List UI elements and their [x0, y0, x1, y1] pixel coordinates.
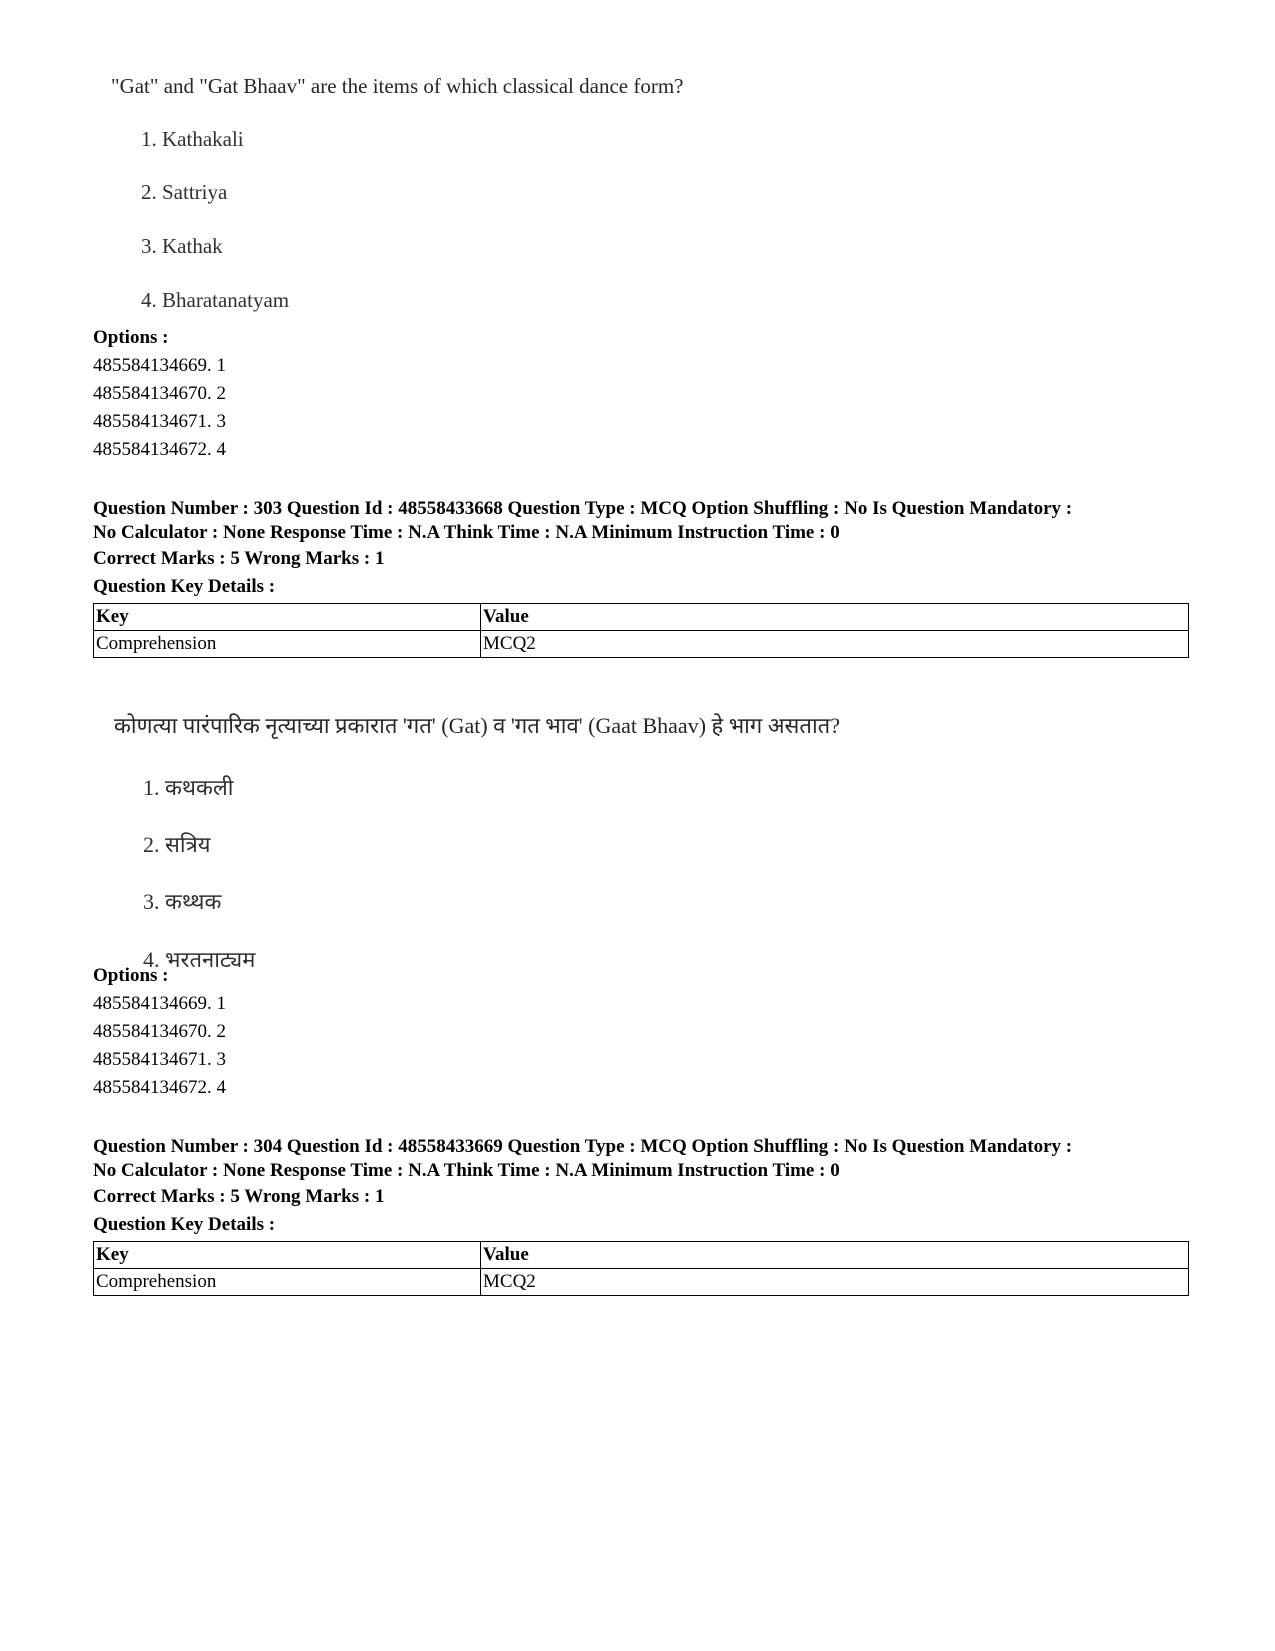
table-header-key: Key	[94, 1242, 481, 1269]
table-header-row	[94, 1242, 1189, 1269]
table-cell-key: Comprehension	[94, 1269, 481, 1296]
option-item: 485584134670. 2	[93, 383, 226, 404]
key-details-label: Question Key Details :	[93, 1214, 276, 1235]
choice-item: 2. Sattriya	[141, 180, 228, 204]
choice-item: 4. भरतनाट्यम	[143, 947, 256, 972]
option-item: 485584134670. 2	[93, 1021, 226, 1042]
option-item: 485584134669. 1	[93, 355, 226, 376]
marks-text: Correct Marks : 5 Wrong Marks : 1	[93, 548, 385, 569]
question-stem-english: "Gat" and "Gat Bhaav" are the items of which classical dance form?	[111, 74, 684, 98]
choice-item: 3. Kathak	[141, 234, 223, 258]
choice-item: 2. सत्रिय	[143, 832, 211, 857]
table-row	[94, 631, 1189, 658]
question-image-english	[0, 0, 1275, 330]
question-stem-marathi: कोणत्या पारंपारिक नृत्याच्या प्रकारात 'गत' (Gat) व 'गत भाव' (Gaat Bhaav) हे भाग असतात?	[114, 713, 840, 738]
table-cell-value: MCQ2	[481, 631, 1189, 658]
options-label: Options :	[93, 965, 169, 986]
table-cell-key: Comprehension	[94, 631, 481, 658]
options-label: Options :	[93, 327, 169, 348]
question-meta-line: Question Number : 303 Question Id : 48558433668 Question Type : MCQ Option Shuffling : No Is Question Mandatory :	[93, 498, 1073, 519]
option-item: 485584134672. 4	[93, 1077, 226, 1098]
options-list	[93, 324, 1193, 464]
table-row	[94, 1269, 1189, 1296]
table-header-row	[94, 604, 1189, 631]
question-meta-line: Question Number : 304 Question Id : 48558433669 Question Type : MCQ Option Shuffling : No Is Question Mandatory :	[93, 1136, 1073, 1157]
table-header-key: Key	[94, 604, 481, 631]
question-meta	[93, 1135, 1203, 1183]
option-item: 485584134671. 3	[93, 411, 226, 432]
question-meta	[93, 497, 1203, 545]
marks-text: Correct Marks : 5 Wrong Marks : 1	[93, 1186, 385, 1207]
choice-item: 3. कथ्थक	[143, 889, 222, 914]
table-cell-value: MCQ2	[481, 1269, 1189, 1296]
table-header-value: Value	[481, 604, 1189, 631]
question-meta-line: No Calculator : None Response Time : N.A Think Time : N.A Minimum Instruction Time : 0	[93, 1160, 840, 1181]
option-item: 485584134669. 1	[93, 993, 226, 1014]
option-item: 485584134672. 4	[93, 439, 226, 460]
option-item: 485584134671. 3	[93, 1049, 226, 1070]
key-details-label: Question Key Details :	[93, 576, 276, 597]
options-list	[93, 962, 1193, 1102]
key-details-table	[93, 603, 1189, 658]
key-details-table	[93, 1241, 1189, 1296]
choice-item: 1. Kathakali	[141, 127, 244, 151]
choice-item: 4. Bharatanatyam	[141, 288, 290, 312]
choice-item: 1. कथकली	[143, 775, 234, 800]
question-meta-line: No Calculator : None Response Time : N.A Think Time : N.A Minimum Instruction Time : 0	[93, 522, 840, 543]
table-header-value: Value	[481, 1242, 1189, 1269]
